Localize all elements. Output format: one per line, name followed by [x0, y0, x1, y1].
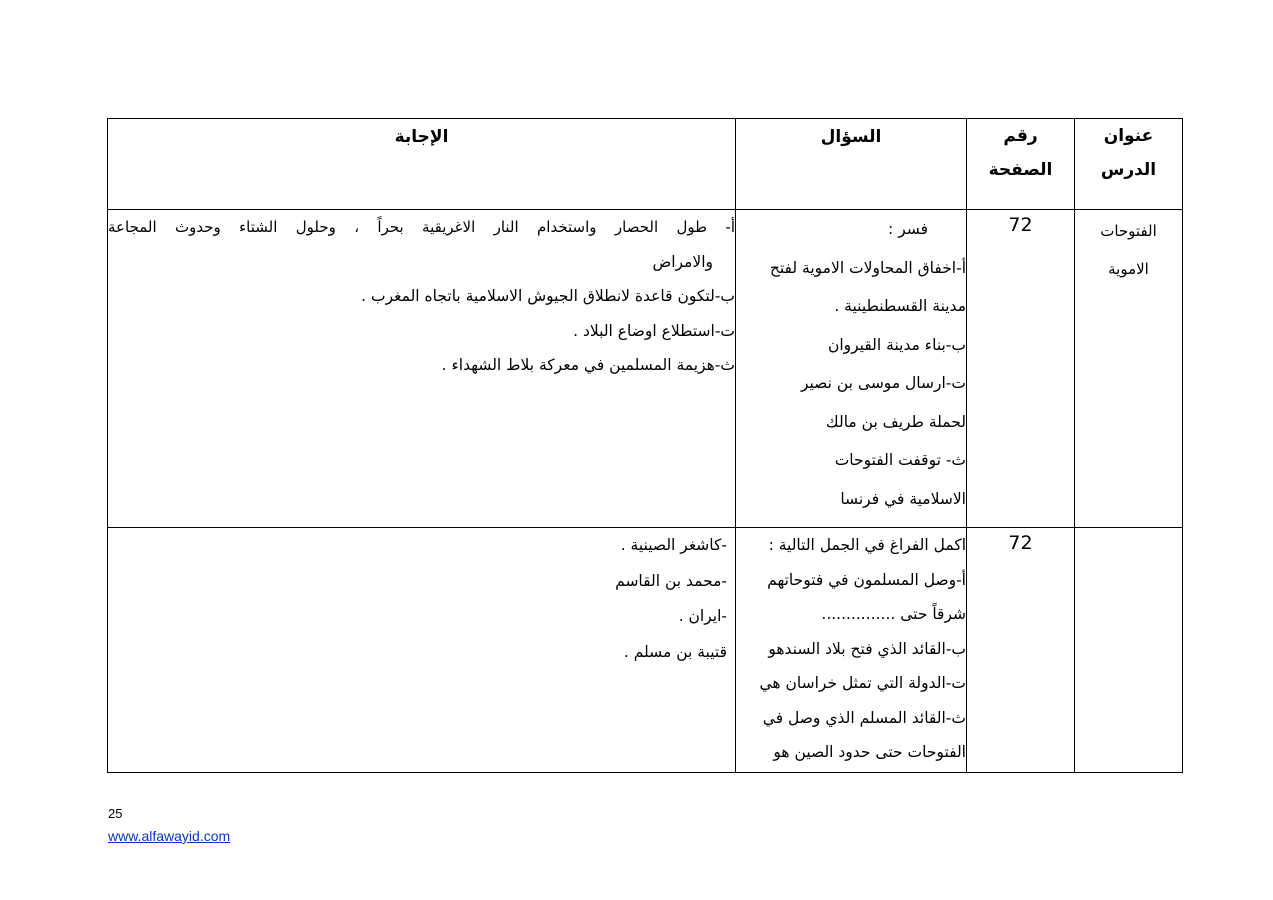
- lesson-title-cell: الفتوحات الاموية: [1075, 210, 1183, 528]
- lesson-qa-table: [107, 118, 1183, 773]
- answer-cell: -كاشغر الصينية . -محمد بن القاسم -ايران . قتيبة بن مسلم .: [108, 528, 736, 773]
- page-number-cell: 72: [967, 210, 1075, 528]
- question-cell: اكمل الفراغ في الجمل التالية : أ-وصل المسلمون في فتوحاتهم شرقاً حتى ............... ب-القائد الذي فتح بلاد السندهو ت-الدولة التي تمثل خراسان هي ث-القائد المسلم الذي وصل في الفتوحات حتى حدود الصين هو: [736, 528, 967, 773]
- question-cell: فسر : أ-اخفاق المحاولات الاموية لفتح مدينة القسطنطينية . ب-بناء مدينة القيروان ت-ارسال موسى بن نصير لحملة طريف بن مالك ث- توقفت الفتوحات الاسلامية في فرنسا: [736, 210, 967, 528]
- table-row: [108, 210, 1183, 528]
- page-number-cell: 72: [967, 528, 1075, 773]
- footer-page-number: 25: [108, 806, 123, 821]
- answer-cell: أ- طول الحصار واستخدام النار الاغريقية بحراً ، وحلول الشتاء وحدوث المجاعة والامراض ب-لتكون قاعدة لانطلاق الجيوش الاسلامية باتجاه المغرب . ت-استطلاع اوضاع البلاد . ث-هزيمة المسلمين في معركة بلاط الشهداء .: [108, 210, 736, 528]
- table-row: [108, 528, 1183, 773]
- lesson-title-cell: [1075, 528, 1183, 773]
- table-header-row: [108, 119, 1183, 210]
- footer-website-link[interactable]: www.alfawayid.com: [108, 828, 231, 844]
- header-question: السؤال: [736, 119, 967, 210]
- header-page-number: رقم الصفحة: [967, 119, 1075, 210]
- header-lesson-title: عنوان الدرس: [1075, 119, 1183, 210]
- header-answer: الإجابة: [108, 119, 736, 210]
